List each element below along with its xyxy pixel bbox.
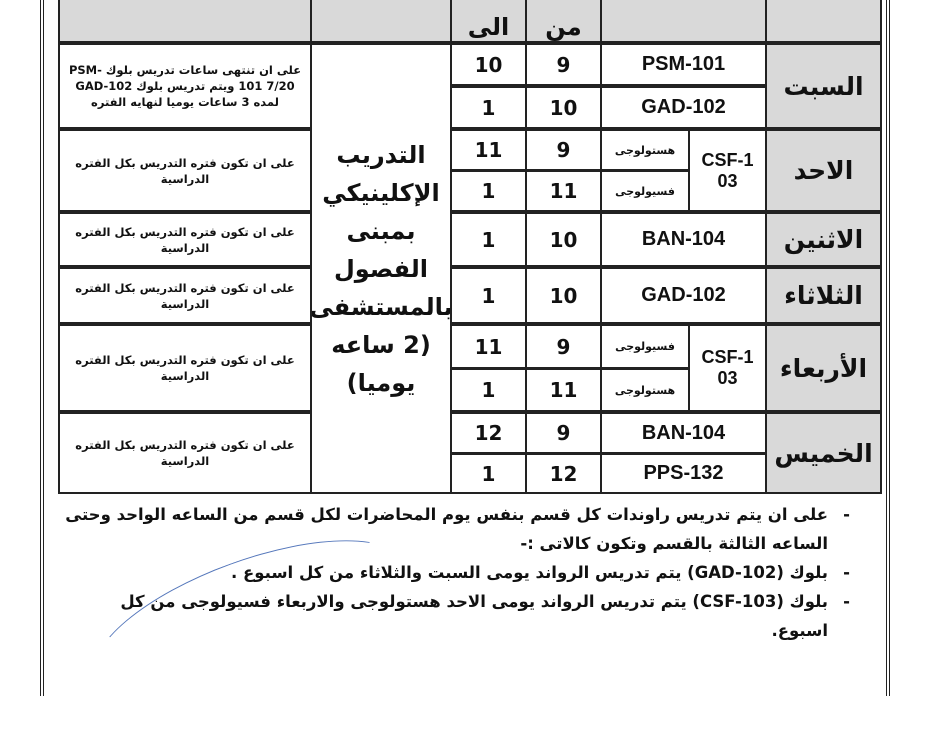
course-cell: GAD-102 <box>600 267 767 324</box>
course-cell: GAD-102 <box>600 86 767 129</box>
to-cell: 1 <box>450 453 527 494</box>
to-cell: 1 <box>450 170 527 212</box>
note-item: - بلوك (GAD-102) يتم تدريس الرواند يومى السبت والثلاثاء من كل اسبوع . <box>60 558 850 587</box>
course-cell: BAN-104 <box>600 412 767 454</box>
day-saturday: السبت <box>765 43 882 129</box>
to-cell: 12 <box>450 412 527 454</box>
day-sunday: الاحد <box>765 129 882 212</box>
note-thursday: على ان تكون فتره التدريس بكل الفتره الدراسية <box>58 412 312 494</box>
to-cell: 1 <box>450 212 527 267</box>
from-cell: 9 <box>525 412 602 454</box>
note-monday: على ان تكون فتره التدريس بكل الفتره الدراسية <box>58 212 312 267</box>
header-day-cell <box>765 0 882 43</box>
to-cell: 11 <box>450 324 527 369</box>
to-cell: 1 <box>450 267 527 324</box>
block-code-cell: CSF-103 <box>688 324 767 412</box>
from-cell: 9 <box>525 324 602 369</box>
subject-cell: هستولوجى <box>600 129 690 171</box>
from-cell: 10 <box>525 267 602 324</box>
subject-cell: هستولوجى <box>600 368 690 412</box>
course-cell: BAN-104 <box>600 212 767 267</box>
header-from: من <box>525 0 602 43</box>
block-code-cell: CSF-103 <box>688 129 767 212</box>
header-to: الى <box>450 0 527 43</box>
day-thursday: الخميس <box>765 412 882 494</box>
note-item: - بلوك (CSF-103) يتم تدريس الرواند يومى الاحد هستولوجى والاربعاء فسيولوجى من كل اسبوع. <box>60 587 850 645</box>
subject-cell: فسيولوجى <box>600 324 690 369</box>
to-cell: 1 <box>450 368 527 412</box>
note-item: - على ان يتم تدريس راوندات كل قسم بنفس يوم المحاضرات لكل قسم من الساعه الواحد وحتى الساعه الثالثة بالقسم وتكون كالاتى :- <box>60 500 850 558</box>
header-notes-cell <box>58 0 312 43</box>
day-tuesday: الثلاثاء <box>765 267 882 324</box>
header-activity-cell <box>310 0 452 43</box>
from-cell: 9 <box>525 129 602 171</box>
clinical-training-cell: التدريب الإكلينيكي بمبنى الفصول بالمستشفى (2 ساعه يوميا) <box>310 43 452 494</box>
header-course-cell <box>600 0 767 43</box>
note-saturday: على ان تنتهى ساعات تدريس بلوك PSM-101 7/20 ويتم تدريس بلوك GAD-102 لمده 3 ساعات يوميا لنهايه الفتره <box>58 43 312 129</box>
day-monday: الاثنين <box>765 212 882 267</box>
subject-cell: فسيولوجى <box>600 170 690 212</box>
to-cell: 1 <box>450 86 527 129</box>
note-wednesday: على ان تكون فتره التدريس بكل الفتره الدراسية <box>58 324 312 412</box>
from-cell: 10 <box>525 212 602 267</box>
from-cell: 11 <box>525 170 602 212</box>
course-cell: PSM-101 <box>600 43 767 86</box>
day-wednesday: الأربعاء <box>765 324 882 412</box>
from-cell: 11 <box>525 368 602 412</box>
course-cell: PPS-132 <box>600 453 767 494</box>
from-cell: 10 <box>525 86 602 129</box>
note-tuesday: على ان تكون فتره التدريس بكل الفتره الدراسية <box>58 267 312 324</box>
from-cell: 9 <box>525 43 602 86</box>
note-sunday: على ان تكون فتره التدريس بكل الفتره الدراسية <box>58 129 312 212</box>
to-cell: 11 <box>450 129 527 171</box>
to-cell: 10 <box>450 43 527 86</box>
from-cell: 12 <box>525 453 602 494</box>
